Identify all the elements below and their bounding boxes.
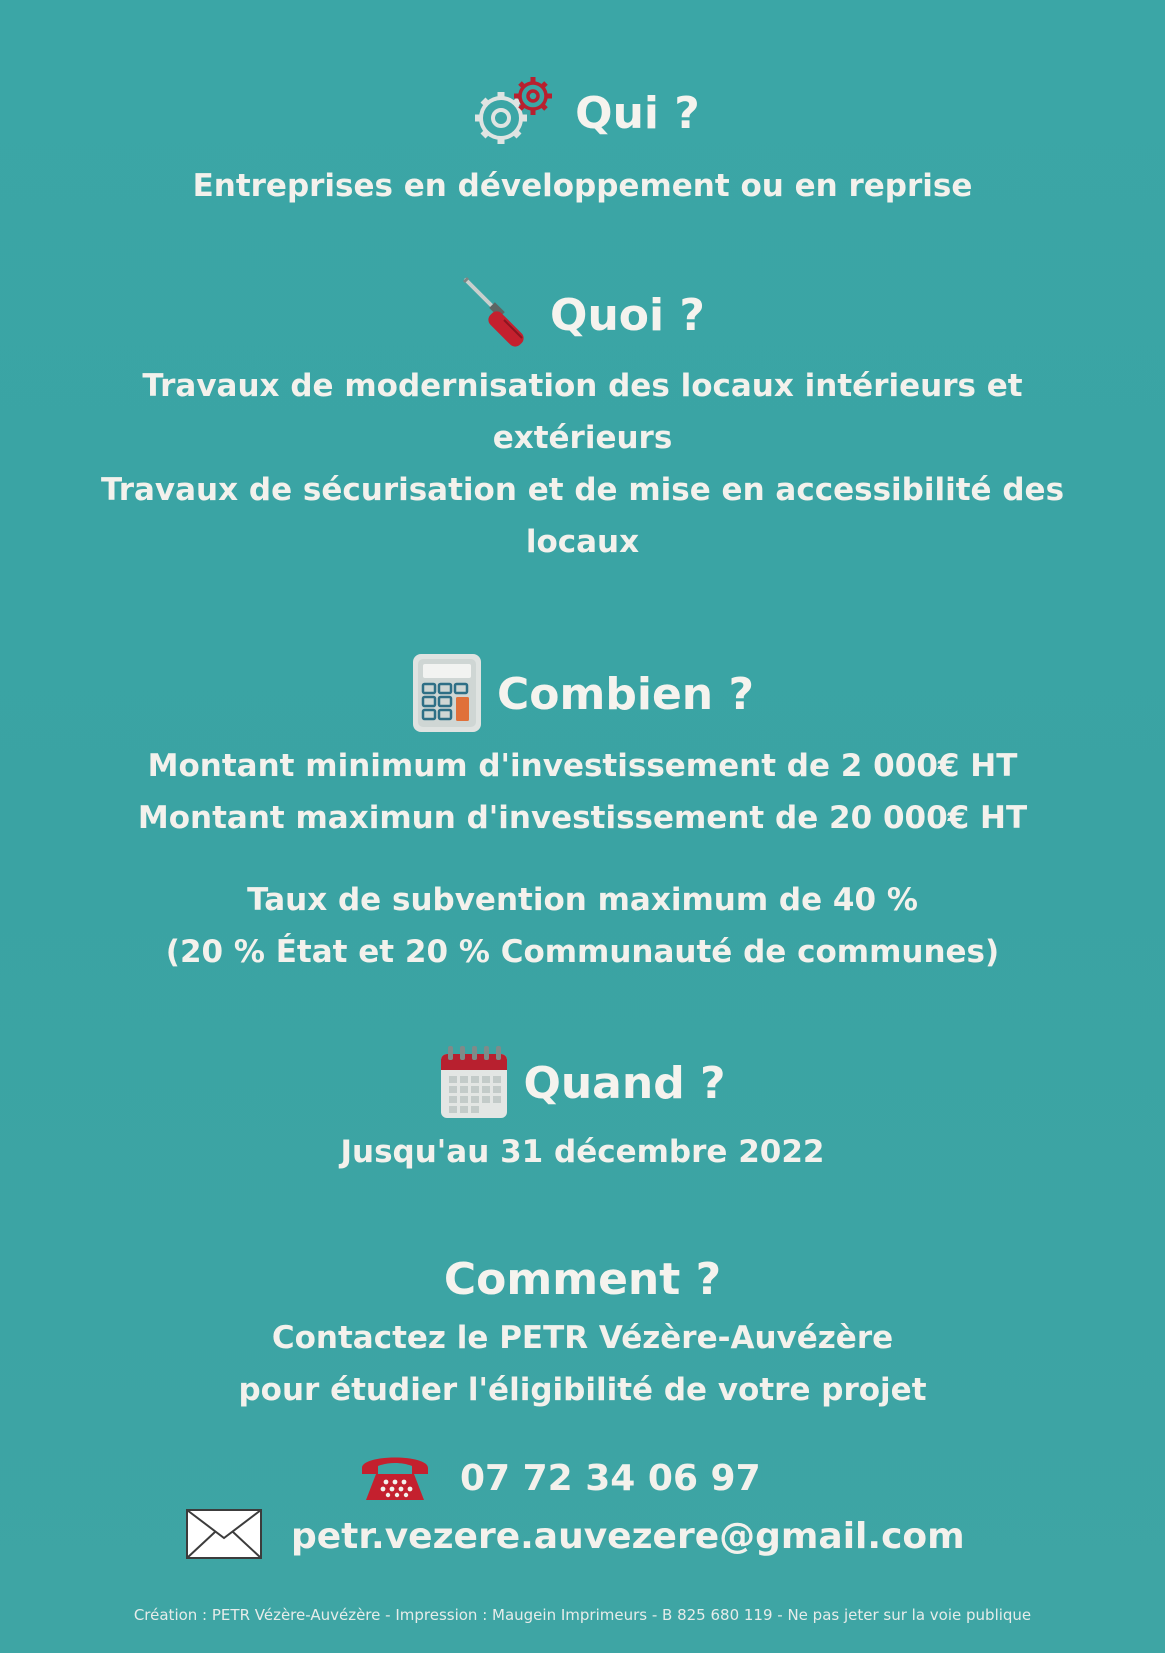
phone-row xyxy=(358,1448,761,1508)
telephone-icon xyxy=(358,1448,432,1508)
section-comment xyxy=(0,1252,1165,1416)
qui-text: Entreprises en développement ou en reprise xyxy=(192,168,973,204)
calendar-icon xyxy=(439,1044,509,1124)
quoi-line1: Travaux de modernisation des locaux intérieurs et xyxy=(142,368,1023,404)
quoi-line4: locaux xyxy=(525,524,640,560)
quand-title: Quand ? xyxy=(523,1058,726,1109)
combien-line1: Montant minimum d'investissement de 2 000€ HT xyxy=(147,748,1018,784)
quand-heading xyxy=(0,1044,1165,1124)
comment-line1: Contactez le PETR Vézère-Auvézère xyxy=(271,1320,894,1356)
gears-icon xyxy=(465,72,561,156)
combien-line2: Montant maximun d'investissement de 20 000€ HT xyxy=(137,800,1028,836)
phone-number[interactable]: 07 72 34 06 97 xyxy=(460,1457,761,1499)
comment-title: Comment ? xyxy=(443,1254,722,1305)
quoi-line2: extérieurs xyxy=(492,420,673,456)
quoi-title: Quoi ? xyxy=(550,290,705,341)
footer-credits: Création : PETR Vézère-Auvézère - Impression : Maugein Imprimeurs - B 825 680 119 - Ne pas jeter sur la voie publique xyxy=(133,1606,1032,1624)
quoi-heading xyxy=(0,276,1165,356)
combien-line4: (20 % État et 20 % Communauté de communes) xyxy=(165,934,1000,970)
combien-line3: Taux de subvention maximum de 40 % xyxy=(247,882,918,918)
email-row xyxy=(185,1508,965,1564)
email-address[interactable]: petr.vezere.auvezere@gmail.com xyxy=(291,1515,965,1557)
section-qui xyxy=(0,72,1165,212)
quoi-line3: Travaux de sécurisation et de mise en accessibilité des xyxy=(100,472,1065,508)
qui-title: Qui ? xyxy=(575,88,700,139)
combien-title: Combien ? xyxy=(497,669,754,720)
comment-line2: pour étudier l'éligibilité de votre projet xyxy=(238,1372,927,1408)
calculator-icon xyxy=(411,652,483,738)
quand-text: Jusqu'au 31 décembre 2022 xyxy=(340,1134,825,1170)
envelope-icon xyxy=(185,1508,263,1564)
qui-heading xyxy=(0,72,1165,156)
screwdriver-icon xyxy=(460,276,536,356)
section-quoi xyxy=(0,276,1165,568)
combien-heading xyxy=(0,652,1165,738)
section-combien xyxy=(0,652,1165,978)
section-quand xyxy=(0,1044,1165,1178)
